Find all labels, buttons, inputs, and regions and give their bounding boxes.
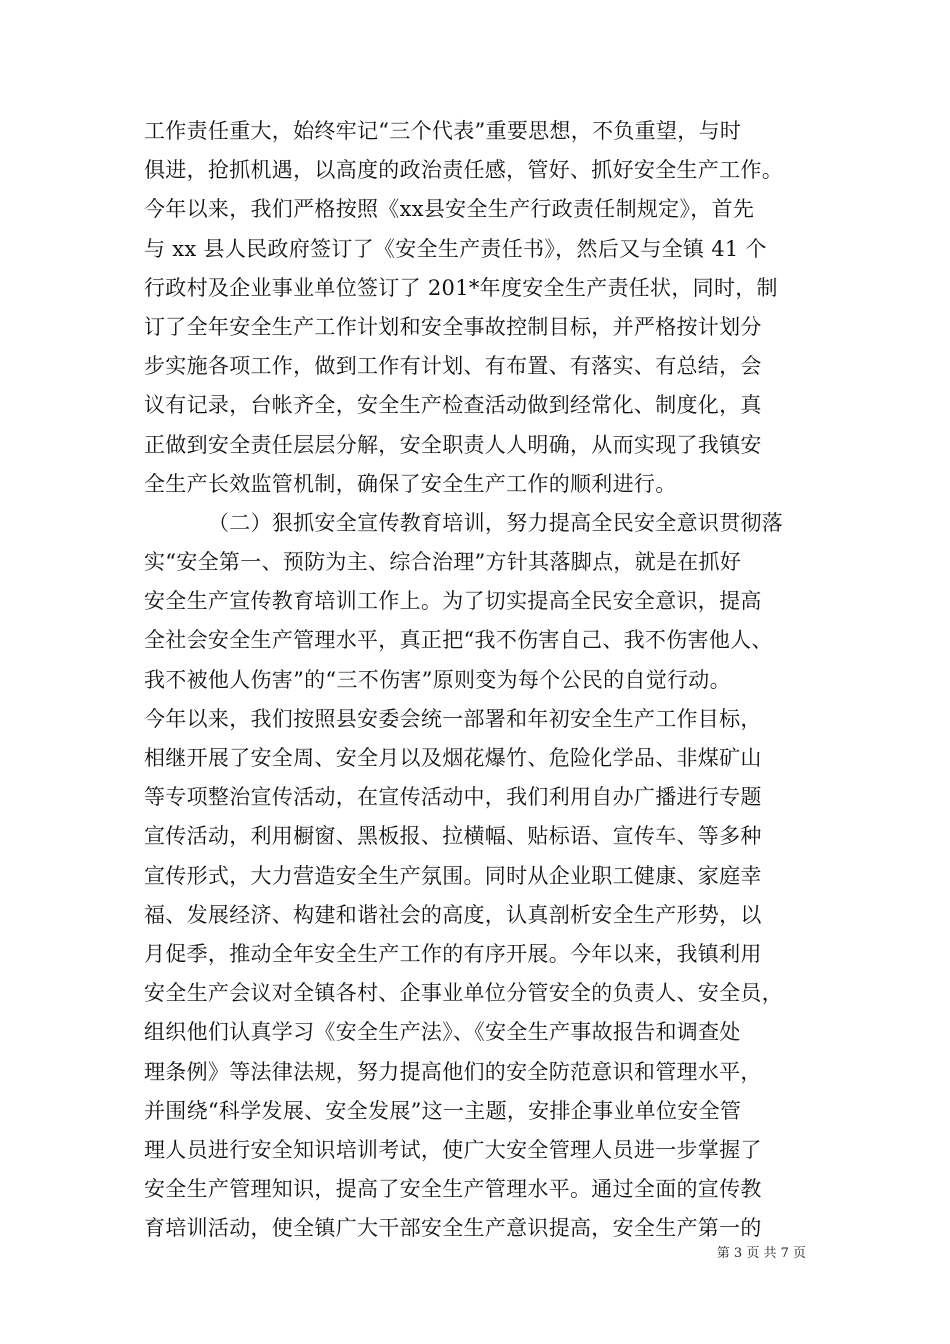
text-line: 相继开展了安全周、安全月以及烟花爆竹、危险化学品、非煤矿山 [144,746,762,770]
text-line: 工作责任重大，始终牢记“三个代表”重要思想，不负重望，与时 [144,119,742,143]
text-line: 实“安全第一、预防为主、综合治理”方针其落脚点，就是在抓好 [144,550,742,575]
text-line: 月促季，推动全年安全生产工作的有序开展。今年以来，我镇利用 [144,941,762,966]
text-line: 议有记录，台帐齐全，安全生产检查活动做到经常化、制度化，真 [144,393,762,418]
text-line: 今年以来，我们按照县安委会统一部署和年初安全生产工作目标， [144,706,762,731]
text-line: 我不被他人伤害”的“三不伤害”原则变为每个公民的自觉行动。 [144,667,731,692]
document-body [144,112,814,1248]
text-line: 组织他们认真学习《安全生产法》、《安全生产事故报告和调查处 [144,1020,741,1045]
paragraph-heading-line: （二）狠抓安全宣传教育培训，努力提高全民安全意识贯彻落 [208,510,784,535]
text-line: 育培训活动，使全镇广大干部安全生产意识提高，安全生产第一的 [144,1216,762,1241]
text-line: 理人员进行安全知识培训考试，使广大安全管理人员进一步掌握了 [144,1137,762,1162]
text-line: 并围绕“科学发展、安全发展”这一主题，安排企事业单位安全管 [144,1098,742,1123]
text-line: 全生产长效监管机制，确保了安全生产工作的顺利进行。 [144,471,677,496]
text-line: 宣传活动，利用橱窗、黑板报、拉横幅、贴标语、宣传车、等多种 [144,824,762,849]
text-line: 行政村及企业事业单位签订了 201*年度安全生产责任状，同时，制 [144,275,778,300]
text-line: 全社会安全生产管理水平，真正把“我不伤害自己、我不伤害他人、 [144,628,773,653]
text-line: 正做到安全责任层层分解，安全职责人人明确，从而实现了我镇安 [144,432,762,457]
text-line: 与 xx 县人民政府签订了《安全生产责任书》，然后又与全镇 41 个 [144,236,767,261]
text-line: 安全生产宣传教育培训工作上。为了切实提高全民安全意识，提高 [144,589,762,614]
text-line: 今年以来，我们严格按照《xx县安全生产行政责任制规定》，首先 [144,197,755,222]
text-line: 订了全年安全生产工作计划和安全事故控制目标，并严格按计划分 [144,314,762,339]
text-line: 福、发展经济、构建和谐社会的高度，认真剖析安全生产形势，以 [144,902,762,927]
text-line: 安全生产管理知识，提高了安全生产管理水平。通过全面的宣传教 [144,1177,762,1202]
text-line: 理条例》等法律法规，努力提高他们的安全防范意识和管理水平， [144,1059,762,1084]
text-line: 俱进，抢抓机遇，以高度的政治责任感，管好、抓好安全生产工作。 [144,158,783,183]
text-line: 步实施各项工作，做到工作有计划、有布置、有落实、有总结，会 [144,354,762,379]
page-number: 第 3 页 共 7 页 [716,1246,806,1261]
text-line: 安全生产会议对全镇各村、企事业单位分管安全的负责人、安全员， [144,981,783,1006]
text-line: 等专项整治宣传活动，在宣传活动中，我们利用自办广播进行专题 [144,785,762,810]
text-line: 宣传形式，大力营造安全生产氛围。同时从企业职工健康、家庭幸 [144,863,762,888]
